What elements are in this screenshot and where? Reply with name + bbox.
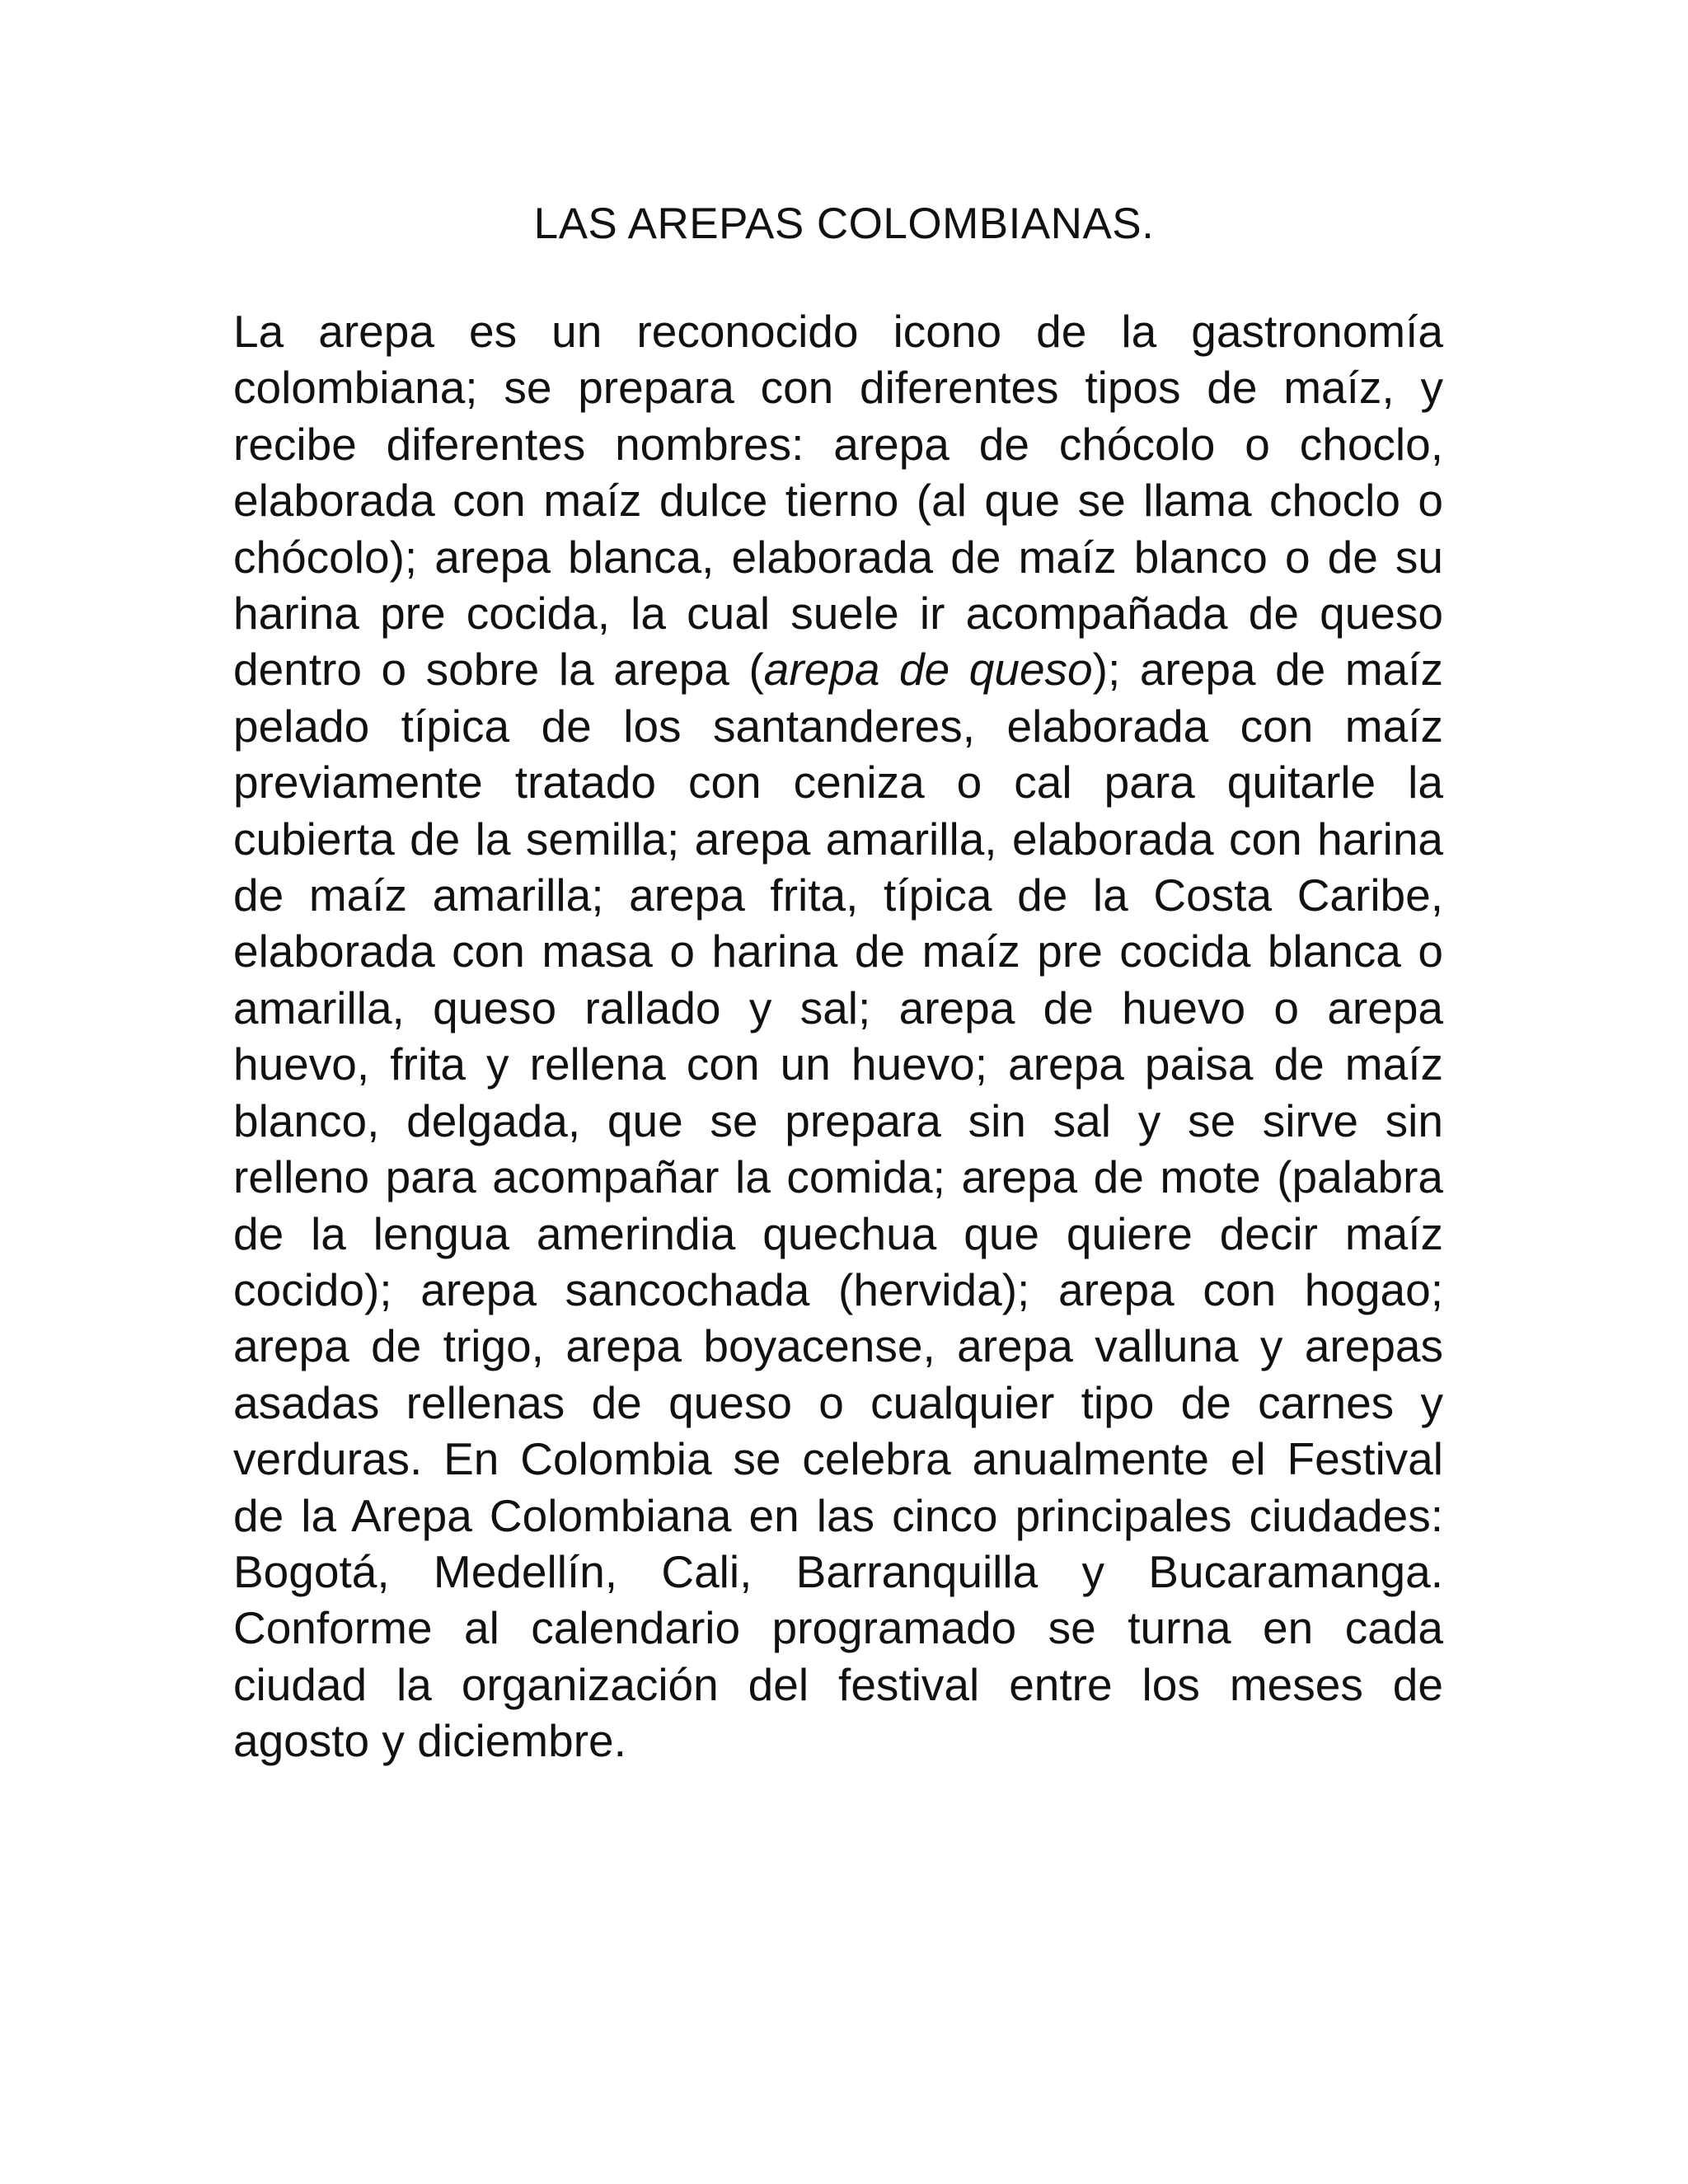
paragraph-text-start: La arepa es un reconocido icono de la gastronomía colombiana; se prepara con diferentes tipos de maíz, y recibe diferentes nombres: arepa de chócolo o choclo, elaborada con maíz dulce tierno (al que se llama choclo o chócolo); arepa blanca, elaborada de maíz blanco o de su harina pre cocida, la cual suele ir acompañada de queso dentro o sobre la arepa ( xyxy=(233,306,1443,696)
paragraph-text-end: ); arepa de maíz pelado típica de los santanderes, elaborada con maíz previamente tratado con ceniza o cal para quitarle la cubierta de la semilla; arepa amarilla, elaborada con harina de maíz amarilla; arepa frita, típica de la Costa Caribe, elaborada con masa o harina de maíz pre cocida blanca o amarilla, queso rallado y sal; arepa de huevo o arepa huevo, frita y rellena con un huevo; arepa paisa de maíz blanco, delgada, que se prepara sin sal y se sirve sin relleno para acompañar la comida; arepa de mote (palabra de la lengua amerindia quechua que quiere decir maíz cocido); arepa sancochada (hervida); arepa con hogao; arepa de trigo, arepa boyacense, arepa valluna y arepas asadas rellenas de queso o cualquier tipo de carnes y verduras. En Colombia se celebra anualmente el Festival de la Arepa Colombiana en las cinco principales ciudades: Bogotá, Medellín, Cali, Barranquilla y Bucaramanga. Conforme al calendario programado se turna en cada ciudad la organización del festival entre los meses de agosto y diciembre. xyxy=(233,644,1444,1767)
paragraph-italic-term: arepa de queso xyxy=(763,644,1093,696)
body-paragraph xyxy=(233,303,1443,1769)
document-title: LAS AREPAS COLOMBIANAS. xyxy=(533,199,1155,248)
